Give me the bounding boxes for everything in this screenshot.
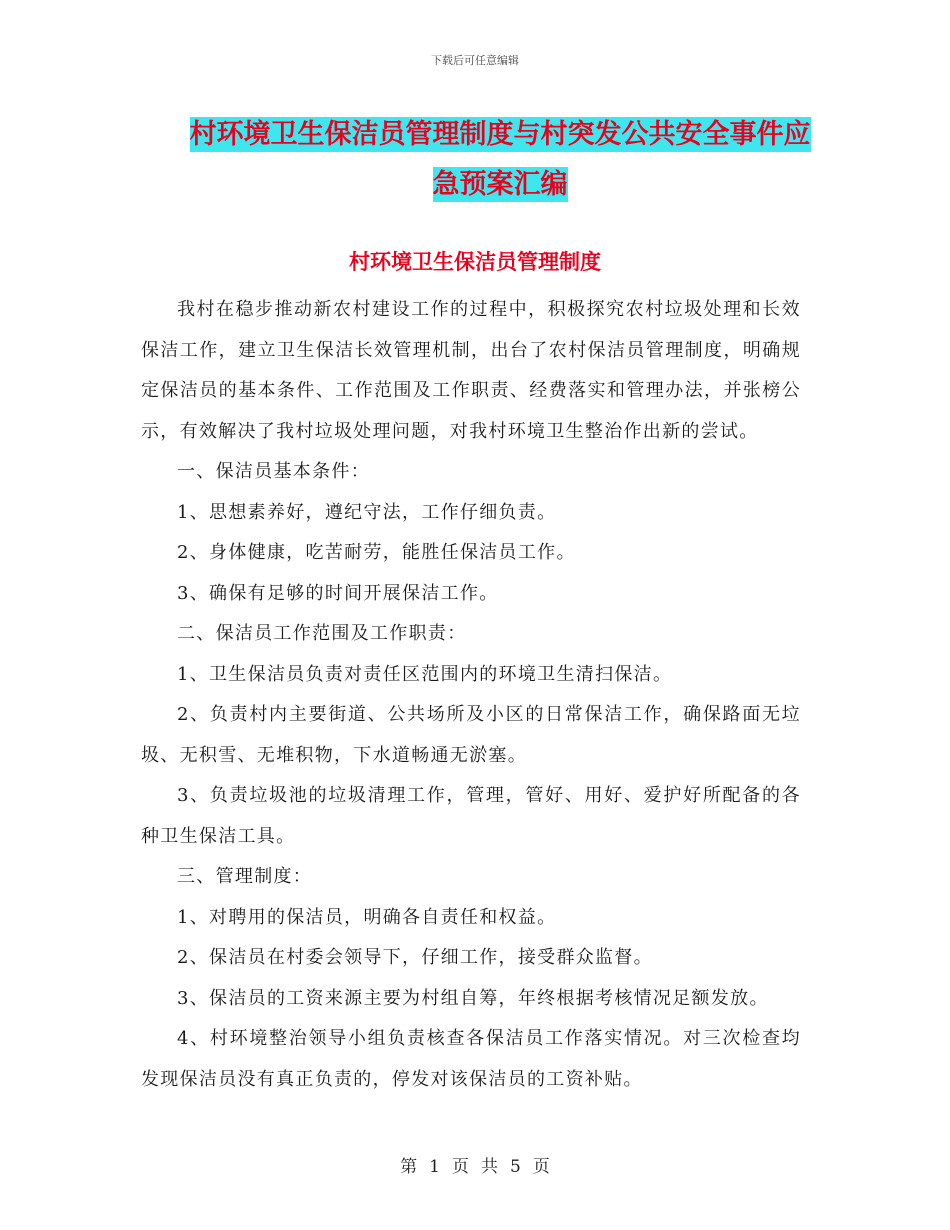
list-item: 1、思想素养好，遵纪守法，工作仔细负责。 [177, 501, 557, 523]
heading-management-rules: 三、管理制度： [177, 866, 313, 887]
title-line-2: 急预案汇编 [432, 169, 568, 200]
page-number: 1 [429, 1157, 440, 1177]
document-body [141, 290, 801, 1100]
header-note: 下载后可任意编辑 [431, 54, 519, 67]
list-item: 2、保洁员在村委会领导下，仔细工作，接受群众监督。 [177, 947, 653, 968]
list-item: 4、村环境整治领导小组负责核查各保洁员工作落实情况。对三次检查均发现保洁员没有真正负责的，停发对该保洁员的工资补贴。 [141, 1028, 801, 1090]
list-item: 1、对聘用的保洁员，明确各自责任和权益。 [177, 906, 557, 928]
footer-total-prefix: 共 [481, 1157, 498, 1177]
list-item: 3、保洁员的工资来源主要为村组自筹，年终根据考核情况足额发放。 [177, 987, 769, 1009]
paragraph-intro: 我村在稳步推动新农村建设工作的过程中，积极探究农村垃圾处理和长效保洁工作，建立卫生保洁长效管理机制，出台了农村保洁员管理制度，明确规定保洁员的基本条件、工作范围及工作职责、经费落实和管理办法，并张榜公示，有效解决了我村垃圾处理问题，对我村环境卫生整治作出新的尝试。 [141, 299, 801, 442]
page-total: 5 [510, 1157, 521, 1177]
list-item: 2、身体健康，吃苦耐劳，能胜任保洁员工作。 [177, 542, 576, 563]
heading-basic-conditions: 一、保洁员基本条件： [177, 461, 370, 482]
footer-prefix: 第 [400, 1157, 418, 1177]
footer-middle: 页 [452, 1157, 469, 1177]
footer-suffix: 页 [532, 1157, 550, 1177]
list-item: 1、卫生保洁员负责对责任区范围内的环境卫生清扫保洁。 [177, 663, 673, 685]
page-footer [0, 1152, 950, 1177]
list-item: 2、负责村内主要街道、公共场所及小区的日常保洁工作，确保路面无垃圾、无积雪、无堆积物，下水道畅通无淤塞。 [141, 704, 801, 766]
document-title [140, 110, 860, 210]
section-title: 村环境卫生保洁员管理制度 [349, 250, 601, 274]
heading-work-scope: 二、保洁员工作范围及工作职责： [177, 623, 467, 644]
list-item: 3、确保有足够的时间开展保洁工作。 [177, 582, 499, 604]
list-item: 3、负责垃圾池的垃圾清理工作，管理，管好、用好、爱护好所配备的各种卫生保洁工具。 [141, 785, 801, 847]
title-line-1: 村环境卫生保洁员管理制度与村突发公共安全事件应 [189, 119, 811, 150]
